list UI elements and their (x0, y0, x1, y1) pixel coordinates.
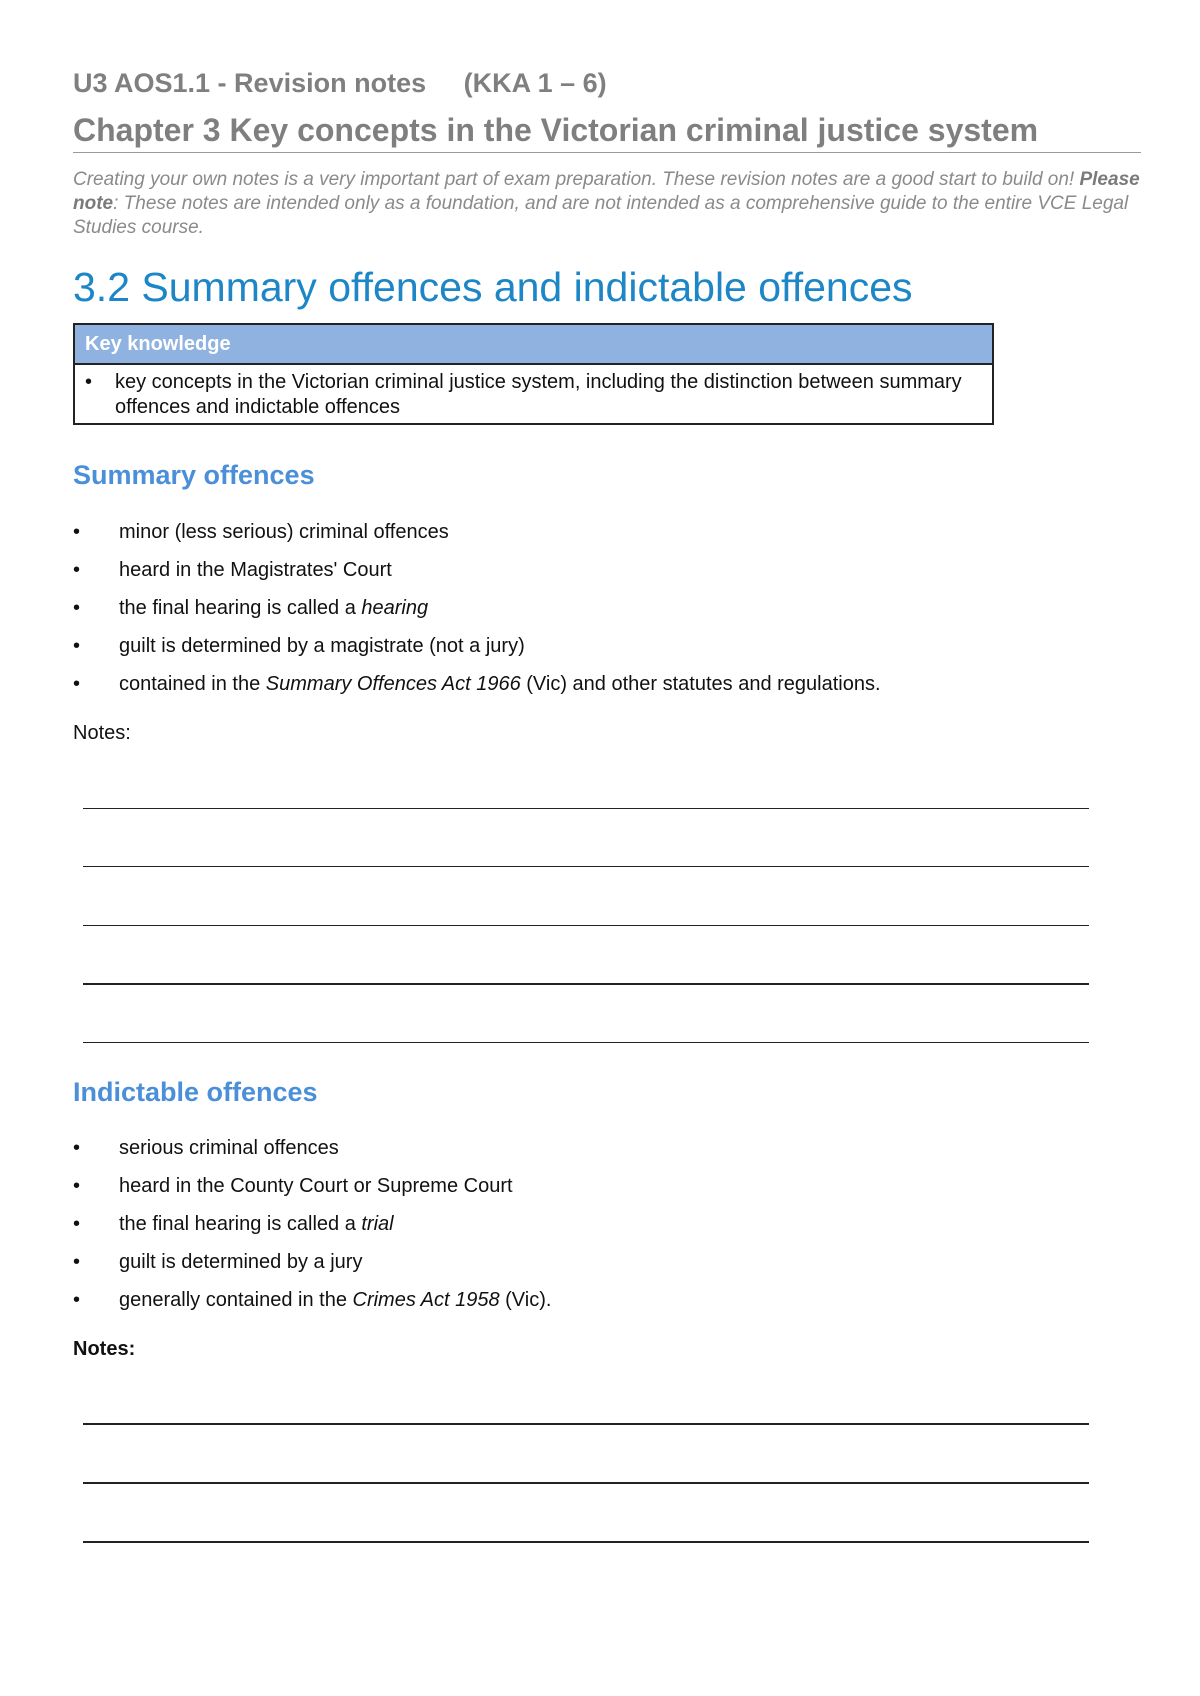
list-item (73, 520, 881, 558)
key-knowledge-box (73, 323, 994, 425)
kka-label: (KKA 1 – 6) (463, 68, 607, 98)
bullet: • (73, 1289, 81, 1311)
bullet: • (73, 635, 81, 657)
list-item-emphasis: Crimes Act 1958 (352, 1289, 500, 1311)
list-item (73, 558, 881, 596)
list-item-text: generally contained in the (119, 1289, 353, 1311)
notes-line (83, 1042, 1089, 1043)
section-title: 3.2 Summary offences and indictable offences (73, 264, 913, 310)
bullet: • (73, 559, 81, 581)
list-item-text: the final hearing is called a (119, 597, 362, 619)
notes-line (83, 1541, 1089, 1543)
intro-paragraph (73, 168, 1141, 240)
notes-label: Notes: (73, 722, 131, 744)
notes-line (83, 808, 1089, 809)
bullet: • (73, 597, 81, 619)
key-knowledge-item (75, 365, 992, 423)
list-item-text: serious criminal offences (119, 1137, 339, 1159)
list-item-text: guilt is determined by a jury (119, 1251, 363, 1273)
list-item (73, 596, 881, 634)
list-item (73, 634, 881, 672)
bullet: • (73, 1213, 81, 1235)
bullet: • (73, 1137, 81, 1159)
indictable-offences-list (73, 1136, 551, 1326)
summary-offences-heading: Summary offences (73, 460, 315, 490)
list-item-text: the final hearing is called a (119, 1213, 362, 1235)
unit-label: U3 AOS1.1 - Revision notes (73, 68, 427, 98)
indictable-offences-heading: Indictable offences (73, 1077, 318, 1107)
list-item-text: contained in the (119, 673, 266, 695)
list-item-emphasis: hearing (361, 597, 429, 619)
chapter-title: Chapter 3 Key concepts in the Victorian criminal justice system (73, 112, 1039, 148)
list-item-text: (Vic). (499, 1289, 552, 1311)
please-note-label: Please note (73, 169, 1140, 214)
list-item-text: minor (less serious) criminal offences (119, 521, 449, 543)
title-divider (73, 152, 1141, 153)
list-item-text: guilt is determined by a magistrate (not a jury) (119, 635, 525, 657)
list-item-text: heard in the County Court or Supreme Court (119, 1175, 513, 1197)
bullet: • (73, 673, 81, 695)
notes-line (83, 925, 1089, 926)
notes-line (83, 866, 1089, 867)
notes-line (83, 1423, 1089, 1425)
bullet: • (73, 521, 81, 543)
notes-line (83, 1482, 1089, 1484)
summary-offences-list (73, 520, 881, 710)
key-knowledge-text: key concepts in the Victorian criminal justice system, including the distinction between summary offences and indictable offences (115, 371, 962, 418)
bullet: • (85, 371, 93, 393)
intro-text-2: : These notes are intended only as a foundation, and are not intended as a comprehensive guide to the entire VCE Legal Studies course. (73, 193, 1129, 238)
list-item-text: heard in the Magistrates' Court (119, 559, 392, 581)
list-item (73, 1212, 551, 1250)
bullet: • (73, 1251, 81, 1273)
list-item-emphasis: trial (361, 1213, 394, 1235)
notes-label: Notes: (73, 1338, 136, 1360)
intro-text-1: Creating your own notes is a very important part of exam preparation. These revision notes are a good start to build on! (73, 169, 1075, 190)
list-item-emphasis: Summary Offences Act 1966 (265, 673, 521, 695)
key-knowledge-heading: Key knowledge (75, 325, 992, 365)
list-item (73, 1174, 551, 1212)
list-item (73, 672, 881, 710)
document-header (73, 68, 607, 99)
list-item-text: (Vic) and other statutes and regulations. (520, 673, 881, 695)
notes-line (83, 983, 1089, 985)
list-item (73, 1288, 551, 1326)
list-item (73, 1250, 551, 1288)
bullet: • (73, 1175, 81, 1197)
list-item (73, 1136, 551, 1174)
